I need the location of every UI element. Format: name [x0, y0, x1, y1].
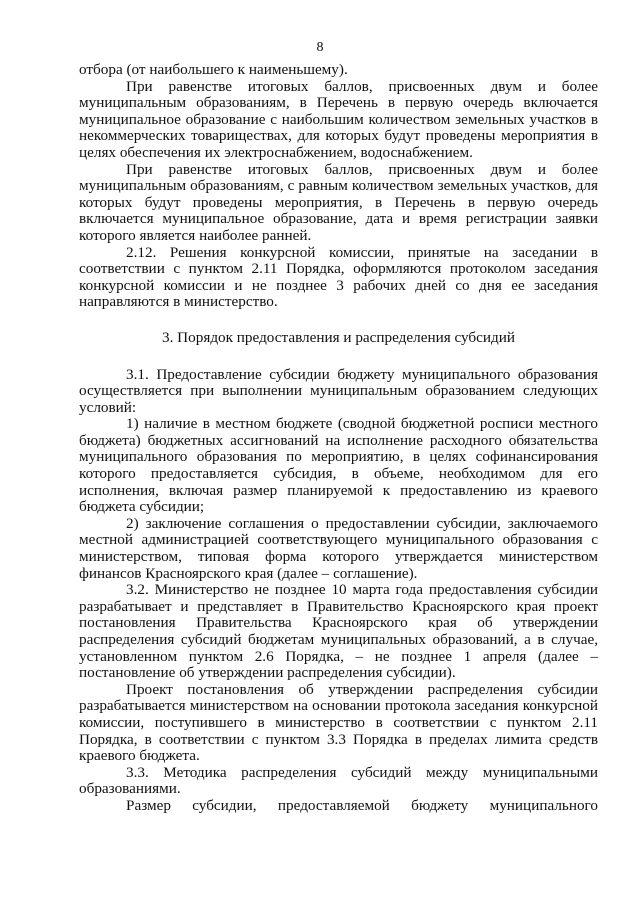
document-body — [79, 62, 598, 815]
paragraph-equal-points-rule-1: При равенстве итоговых баллов, присвоенных двум и более муниципальным образованиям, в Перечень в первую очередь включается муниципальное образование с наибольшим количеством земельных участков в некоммерческих товариществах, для которых будут проведены мероприятия в целях обеспечения их электроснабжением, водоснабжением. — [79, 77, 598, 161]
paragraph-3-2: 3.2. Министерство не позднее 10 марта года предоставления субсидии разрабатывает и представляет в Правительство Красноярского края проект постановления Правительства Красноярского края об утверждении распределения субсидий бюджетам муниципальных образований, а в случае, установленном пунктом 2.6 Порядка, – не позднее 1 апреля (далее – постановление об утверждении распределения субсидии). — [79, 581, 598, 682]
paragraph-continuation: отбора (от наибольшего к наименьшему). — [79, 61, 348, 78]
paragraph-2-12: 2.12. Решения конкурсной комиссии, принятые на заседании в соответствии с пунктом 2.11 Порядка, оформляются протоколом заседания конкурсной комиссии и не позднее 3 рабочих дней со дня ее заседания направляются в министерство. — [79, 243, 598, 311]
paragraph-condition-2: 2) заключение соглашения о предоставлении субсидии, заключаемого местной администрацией соответствующего муниципального образования с министерством, типовая форма которого утверждается министерством финансов Красноярского края (далее – соглашение). — [79, 514, 598, 582]
paragraph-equal-points-rule-2: При равенстве итоговых баллов, присвоенных двум и более муниципальным образованиям, с равным количеством земельных участков, для которых будут проведены мероприятия, в Перечень в первую очередь включается муниципальное образование, дата и время регистрации заявки которого является наиболее ранней. — [79, 160, 598, 244]
paragraph-3-3: 3.3. Методика распределения субсидий между муниципальными образованиями. — [79, 763, 598, 798]
paragraph-subsidy-size: Размер субсидии, предоставляемой бюджету муниципального — [126, 796, 598, 814]
section-heading: 3. Порядок предоставления и распределения субсидий — [161, 328, 516, 346]
paragraph-draft-resolution: Проект постановления об утверждении распределения субсидии разрабатывается министерством на основании протокола заседания конкурсной комиссии, поступившего в министерство в соответствии с пунктом 2.11 Порядка, в соответствии с пунктом 3.3 Порядка в пределах лимита средств краевого бюджета. — [79, 680, 598, 765]
paragraph-3-1: 3.1. Предоставление субсидии бюджету муниципального образования осуществляется при выполнении муниципальным образованием следующих условий: — [79, 365, 598, 416]
page-number: 8 — [316, 40, 324, 55]
paragraph-condition-1: 1) наличие в местном бюджете (сводной бюджетной росписи местного бюджета) бюджетных ассигнований на исполнение расходного обязательства муниципального образования по мероприятию, в целях софинансирования которого предоставляется субсидия, в объеме, необходимом для его исполнения, включая размер планируемой к предоставлению из краевого бюджета субсидии; — [79, 415, 598, 516]
